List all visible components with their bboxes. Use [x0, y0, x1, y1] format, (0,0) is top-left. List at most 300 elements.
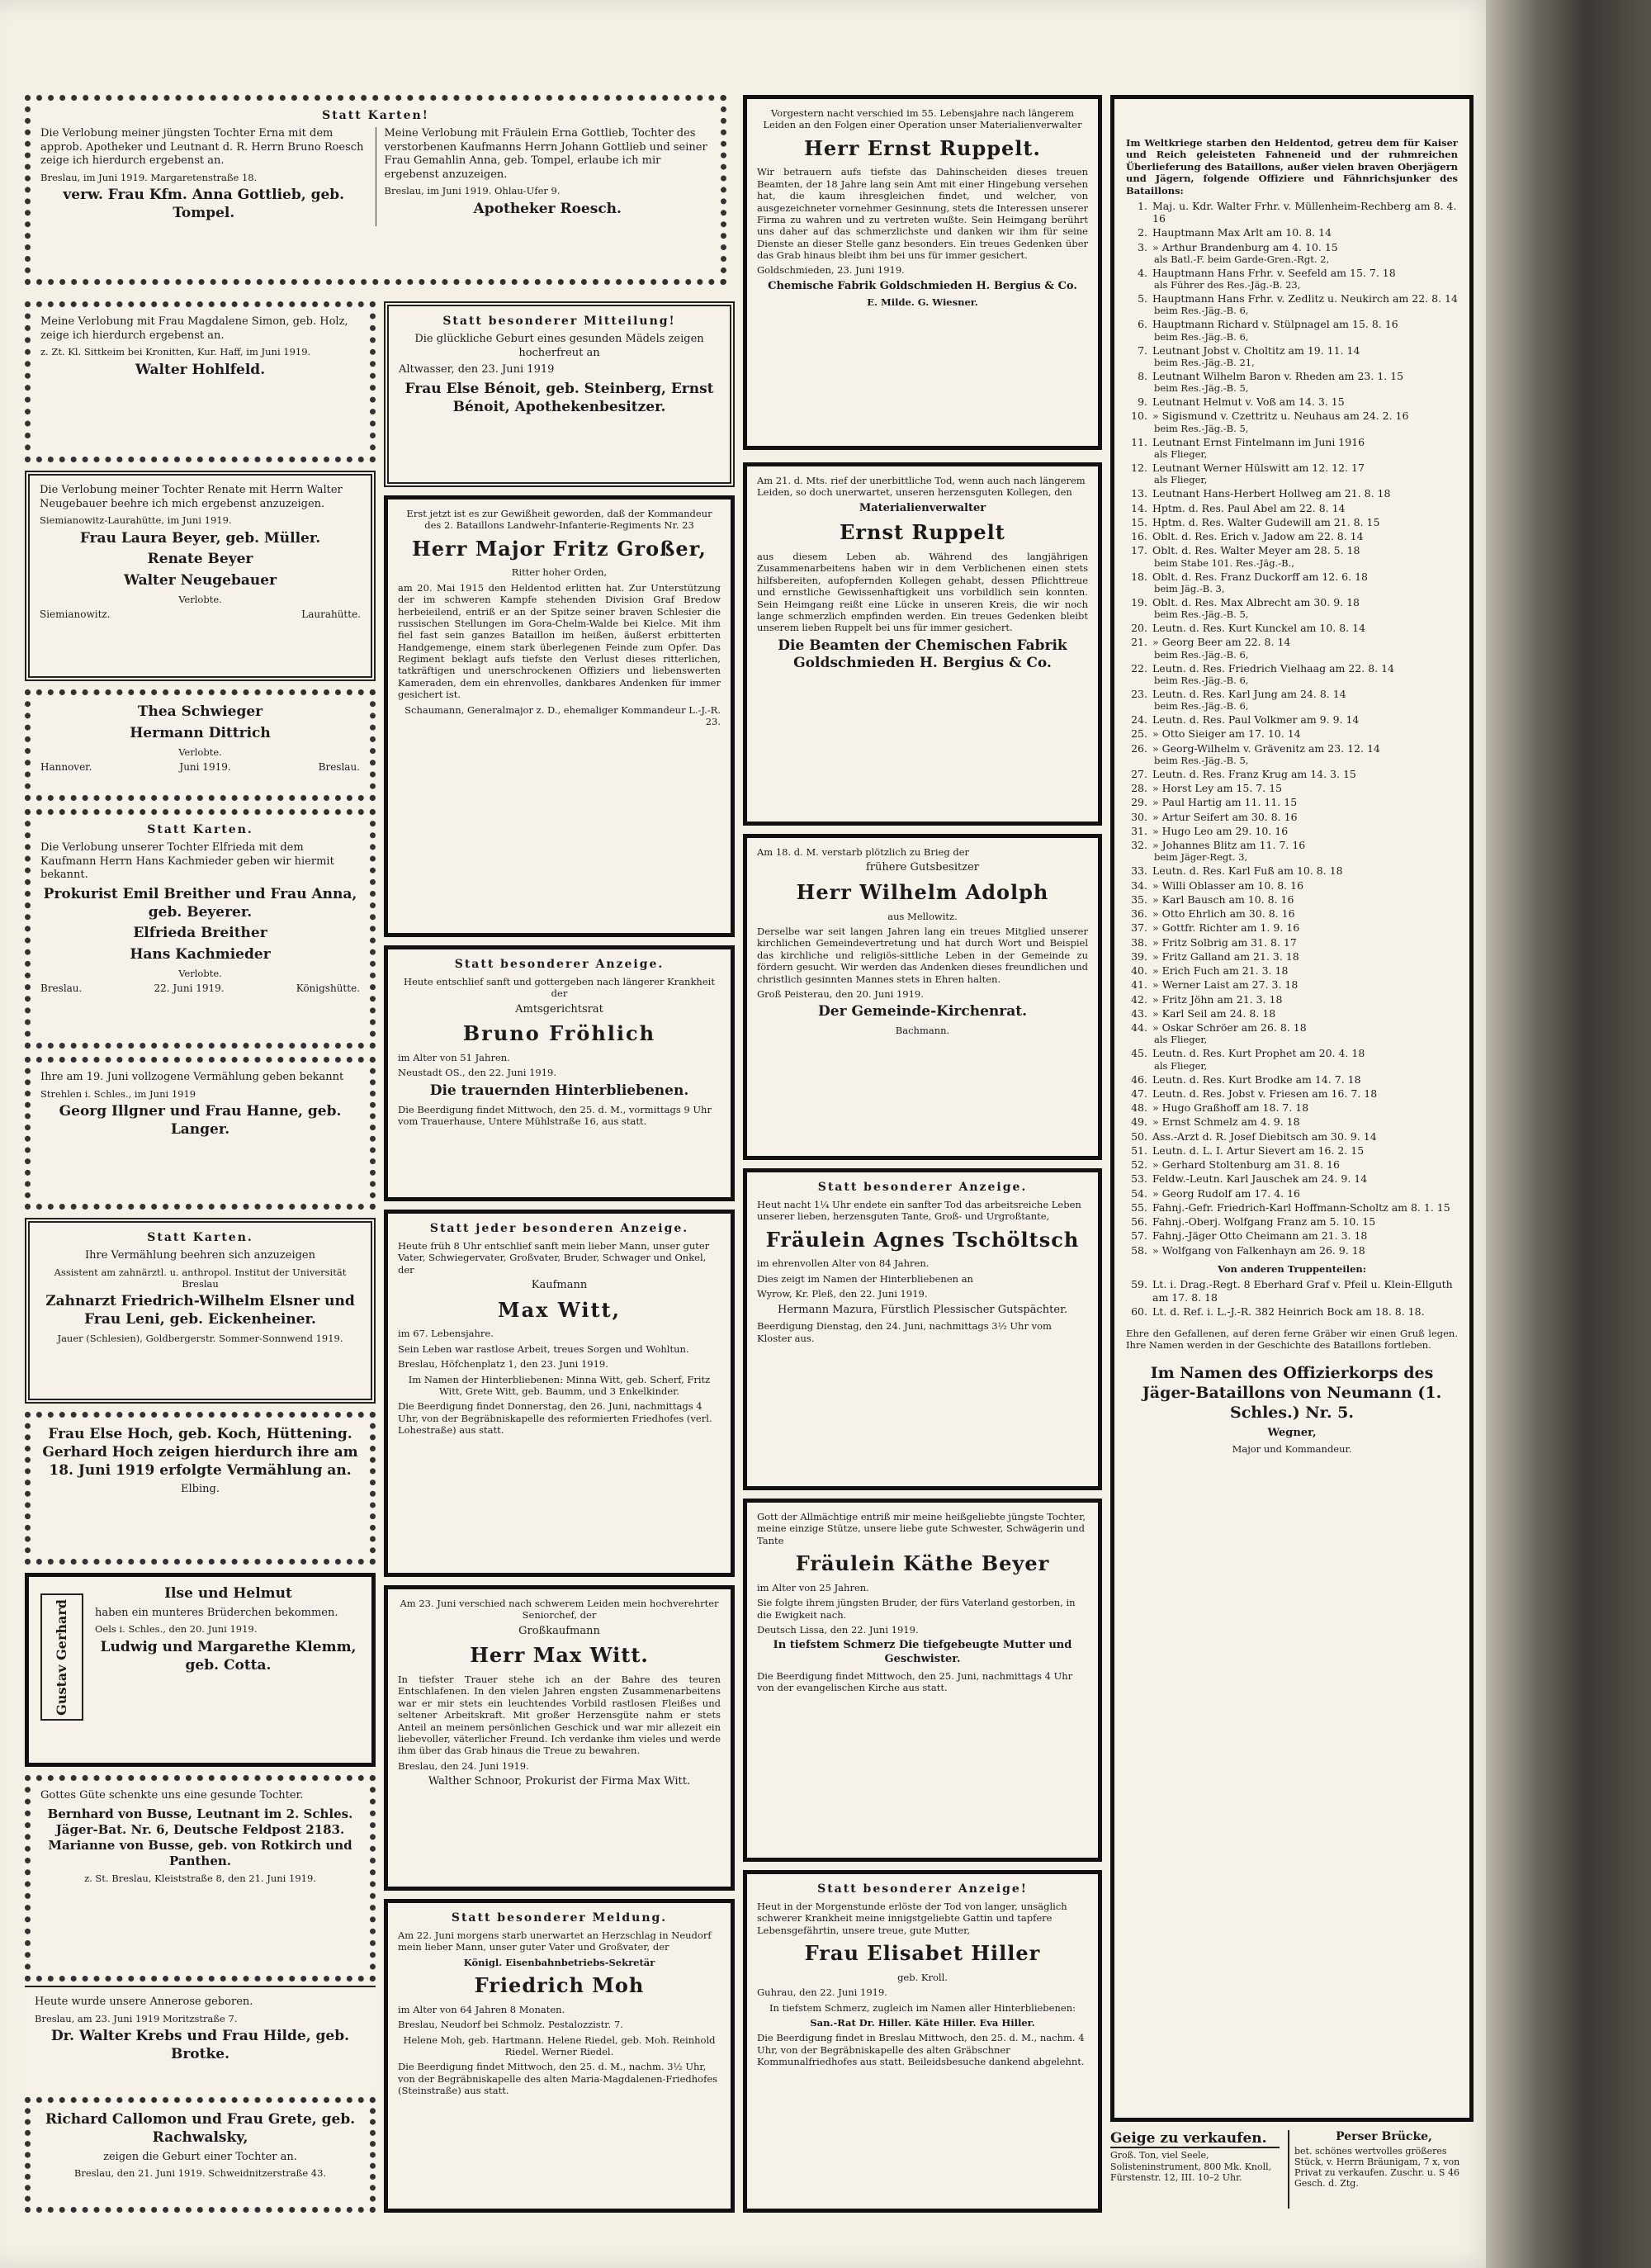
deceased-name: Friedrich Moh [474, 1973, 645, 1998]
entry-number: 59. [1131, 1278, 1147, 1291]
entry-text: Hauptmann Max Arlt am 10. 8. 14 [1152, 226, 1332, 239]
date: 22. Juni 1919. [154, 982, 225, 995]
entry-text: » Artur Seifert am 30. 8. 16 [1152, 810, 1298, 823]
ad-verkauf-geige [1110, 2130, 1280, 2209]
entry-number: 28. [1131, 782, 1147, 795]
entry-text: » Otto Ehrlich am 30. 8. 16 [1152, 907, 1295, 921]
entry-number: 15. [1131, 515, 1147, 528]
casualty-entry [1126, 864, 1458, 877]
ad-geburt-krebs [25, 1986, 376, 2093]
deceased-name: Fräulein Käthe Beyer [795, 1551, 1050, 1576]
entry-text: Leutn. d. Res. Friedrich Vielhaag am 22. 8. 14 [1152, 661, 1394, 675]
deceased-born: geb. Kroll. [897, 1971, 948, 1983]
entry-number: 23. [1131, 687, 1147, 700]
casualty-entry [1126, 1144, 1458, 1157]
ad-text: In tiefstem Schmerz, zugleich im Namen aller Hinterbliebenen: [769, 2001, 1076, 2014]
casualty-entry [1126, 571, 1458, 594]
ad-text: Ihre Vermählung beehren sich anzuzeigen [85, 1248, 315, 1262]
entry-number: 53. [1131, 1172, 1147, 1186]
casualty-entry [1126, 1244, 1458, 1257]
ad-place: z. Zt. Kl. Sittkeim bei Kronitten, Kur. Haff, im Juni 1919. [40, 346, 311, 358]
entry-text: Fahnj.-Jäger Otto Cheimann am 21. 3. 18 [1152, 1229, 1368, 1243]
entry-number: 58. [1131, 1243, 1147, 1257]
entry-text: » Georg-Wilhelm v. Grävenitz am 23. 12. 14 [1152, 741, 1380, 755]
entry-text: Ass.-Arzt d. R. Josef Diebitsch am 30. 9. 14 [1152, 1129, 1377, 1143]
entry-number: 52. [1131, 1158, 1147, 1172]
ad-nachruf-adolph [743, 834, 1102, 1160]
entry-number: 16. [1131, 530, 1147, 543]
ad-header: Statt jeder besonderen Anzeige. [429, 1222, 689, 1235]
entry-unit: beim Res.-Jäg.-B. 21, [1154, 356, 1255, 368]
location-left: Siemianowitz. [40, 608, 111, 621]
ad-place: z. St. Breslau, Kleiststraße 8, den 21. Juni 1919. [84, 1873, 316, 1885]
entry-number: 14. [1131, 501, 1147, 514]
casualty-entry [1126, 487, 1458, 500]
entry-text: Fahnj.-Gefr. Friedrich-Karl Hoffmann-Scholtz am 8. 1. 15 [1152, 1200, 1450, 1214]
casualty-entry [1126, 879, 1458, 892]
entry-text: Lt. i. Drag.-Regt. 8 Eberhard Graf v. Pfeil u. Klein-Ellguth am 17. 8. 18 [1152, 1278, 1453, 1304]
deceased-name: Herr Major Fritz Großer, [412, 536, 707, 561]
ad-verlobung-dittrich [25, 689, 376, 801]
entry-number: 25. [1131, 727, 1147, 741]
entry-number: 13. [1131, 487, 1147, 500]
ad-header: Statt besonderer Mitteilung! [442, 315, 676, 328]
casualty-entry [1126, 1115, 1458, 1128]
ad-text: aus diesem Leben ab. Während des langjährigen Zusammenarbeitens haben wir in dem Verblichenen einen stets hilfsbereiten, aufopfernden Kollegen gehabt, dessen Pflichttreue und ernstliche Gewissenhaftigkeit uns vorbildlich sein konnten. Sein Heimgang reißt eine Lücke in unseren Kreis, die wir noch lange schmerzlich empfinden werden. Ein treues Gedenken bleibt unserem lieben Ruppelt bei uns für immer gesichert. [757, 551, 1088, 634]
funeral-note: Die Beerdigung findet in Breslau Mittwoch, den 25. d. M., nachm. 4 Uhr, von der Begräbniskapelle des alten Gräbschner Kommunalfriedhofes aus statt. Beileidsbesuche dankend abgelehnt. [757, 2032, 1085, 2067]
ad-place: Wyrow, Kr. Pleß, den 22. Juni 1919. [757, 1288, 928, 1300]
casualty-entry [1126, 622, 1458, 634]
casualty-entry [1126, 516, 1458, 528]
sale-text: Groß. Ton, viel Seele, Solisteninstrument, 800 Mk. Knoll, Fürstenstr. 12, III. 10–2 Uhr. [1110, 2150, 1272, 2183]
casualty-entry [1126, 921, 1458, 934]
entry-text: Hptm. d. Res. Walter Gudewill am 21. 8. 15 [1152, 515, 1380, 528]
entry-number: 42. [1131, 992, 1147, 1006]
entry-text: » Johannes Blitz am 11. 7. 16 [1152, 839, 1306, 852]
casualty-entry [1126, 1201, 1458, 1214]
book-spine [1486, 0, 1651, 2268]
ad-header: Statt Karten! [322, 109, 429, 122]
casualty-entry [1126, 964, 1458, 977]
entry-text: Hauptmann Richard v. Stülpnagel am 15. 8. 16 [1152, 318, 1398, 331]
entry-text: Leutnant Wilhelm Baron v. Rheden am 23. 1. 15 [1152, 369, 1404, 382]
entry-number: 33. [1131, 864, 1147, 878]
sale-text: bet. schönes wertvolles größeres Stück, v. Herrn Bräunigam, 7 x, von Privat zu verkaufen. Zuschr. u. S 46 Gesch. d. Ztg. [1294, 2145, 1460, 2190]
ad-place: Elbing. [181, 1483, 220, 1496]
entry-number: 20. [1131, 622, 1147, 635]
location-left: Breslau. [40, 982, 83, 995]
ad-traueranzeige-hiller [743, 1870, 1102, 2213]
entry-text: » Paul Hartig am 11. 11. 15 [1152, 796, 1298, 809]
deceased-title: Amtsgerichtsrat [515, 1002, 603, 1016]
location-right: Laurahütte. [301, 608, 361, 621]
casualty-entry [1126, 936, 1458, 949]
ad-signature: Chemische Fabrik Goldschmieden H. Bergius & Co. [768, 279, 1077, 292]
date: Juni 1919. [179, 760, 231, 773]
casualty-entry [1126, 436, 1458, 460]
ad-header: Statt besonderer Anzeige. [817, 1181, 1028, 1194]
entry-number: 50. [1131, 1129, 1147, 1143]
deceased-name: Herr Wilhelm Adolph [796, 880, 1049, 904]
entry-number: 60. [1131, 1304, 1147, 1318]
entry-number: 54. [1131, 1186, 1147, 1200]
entry-number: 37. [1131, 921, 1147, 935]
entry-number: 24. [1131, 713, 1147, 727]
entry-unit: beim Res.-Jäg.-B. 6, [1154, 330, 1249, 343]
casualty-entry [1126, 1101, 1458, 1114]
entry-number: 8. [1138, 369, 1147, 382]
entry-unit: beim Res.-Jäg.-B. 6, [1154, 305, 1249, 317]
ad-place: Altwasser, den 23. Juni 1919 [399, 363, 555, 376]
entry-number: 43. [1131, 1006, 1147, 1020]
entry-number: 46. [1131, 1072, 1147, 1086]
entry-number: 17. [1131, 544, 1147, 557]
other-units-heading: Von anderen Truppenteilen: [1217, 1262, 1366, 1275]
deceased-name: Bruno Fröhlich [462, 1021, 656, 1046]
ad-place: Jauer (Schlesien), Goldbergerstr. Sommer-Sonnwend 1919. [57, 1332, 343, 1344]
casualty-entry [1126, 1229, 1458, 1242]
ad-text: Dies zeigt im Namen der Hinterbliebenen an [757, 1272, 973, 1285]
entry-text: » Fritz Galland am 21. 3. 18 [1152, 949, 1299, 963]
name-line: Renate Beyer [147, 551, 253, 568]
ad-place: Oels i. Schles., den 20. Juni 1919. [95, 1623, 258, 1636]
ad-place: Breslau, im Juni 1919. Ohlau-Ufer 9. [384, 185, 561, 197]
entry-text: Fahnj.-Oberj. Wolfgang Franz am 5. 10. 15 [1152, 1215, 1376, 1229]
ad-intro: Am 18. d. M. verstarb plötzlich zu Brieg der [757, 846, 969, 858]
casualty-entry [1126, 1278, 1458, 1304]
name-line: Walter Neugebauer [123, 572, 277, 589]
ad-place: Goldschmieden, 23. Juni 1919. [757, 264, 905, 277]
deceased-age: im Alter von 51 Jahren. [398, 1052, 510, 1063]
casualty-entry [1126, 1305, 1458, 1318]
verlobte-label: Verlobte. [178, 746, 222, 758]
deceased-name: Herr Ernst Ruppelt. [804, 135, 1041, 160]
entry-text: » Ernst Schmelz am 4. 9. 18 [1152, 1115, 1300, 1129]
entry-number: 36. [1131, 907, 1147, 921]
ad-signature: Hermann Mazura, Fürstlich Plessischer Gutspächter. [778, 1303, 1067, 1316]
casualty-entry [1126, 796, 1458, 808]
entry-text: Oblt. d. Res. Walter Meyer am 28. 5. 18 [1152, 544, 1360, 557]
ad-text: Sie folgte ihrem jüngsten Bruder, der fürs Vaterland gestorben, in die Ewigkeit nach. [757, 1597, 1076, 1621]
ad-text: zeigen die Geburt einer Tochter an. [103, 2150, 297, 2163]
entry-number: 34. [1131, 878, 1147, 892]
ad-intro: Am 21. d. Mts. rief der unerbittliche Tod, wenn auch nach längerem Leiden, so doch unerwartet, unseren herzensguten Kollegen, den [757, 475, 1086, 499]
ad-intro: Vorgestern nacht verschied im 55. Lebensjahre nach längerem Leiden an den Folgen einer Operation unser Materialienverwalter [763, 107, 1082, 131]
ad-geburt-callomon [25, 2097, 376, 2213]
entry-number: 2. [1138, 226, 1147, 239]
casualty-entry [1126, 636, 1458, 660]
ad-place: Strehlen i. Schles., im Juni 1919 [40, 1087, 196, 1100]
ad-text: Die Verlobung meiner Tochter Renate mit Herrn Walter Neugebauer beehre ich mich ergebenst anzuzeigen. [40, 484, 343, 510]
ad-signature: Apotheker Roesch. [473, 200, 622, 217]
entry-number: 48. [1131, 1101, 1147, 1115]
entry-unit: beim Jäg.-B. 3, [1154, 582, 1225, 594]
entry-unit: beim Res.-Jäg.-B. 5, [1154, 754, 1249, 766]
ad-signature: Dr. Walter Krebs und Frau Hilde, geb. Brotke. [50, 2028, 350, 2062]
casualty-entry [1126, 200, 1458, 225]
ad-text: Frau Else Hoch, geb. Koch, Hüttening. Gerhard Hoch zeigen hierdurch ihre am 18. Juni 1919 erfolgte Vermählung an. [42, 1426, 358, 1479]
entry-unit: beim Res.-Jäg.-B. 5, [1154, 422, 1249, 434]
entry-text: Oblt. d. Res. Erich v. Jadow am 22. 8. 14 [1152, 530, 1364, 543]
entry-text: » Sigismund v. Czettritz u. Neuhaus am 24. 2. 16 [1152, 410, 1409, 423]
casualty-entry [1126, 1087, 1458, 1100]
ad-signature: verw. Frau Kfm. Anna Gottlieb, geb. Tompel. [63, 187, 345, 221]
entry-number: 19. [1131, 595, 1147, 608]
casualty-entry [1126, 1021, 1458, 1045]
location-left: Hannover. [40, 760, 92, 773]
ad-signature: Die trauernden Hinterbliebenen. [429, 1082, 689, 1099]
ad-header: Statt besonderer Meldung. [451, 1911, 668, 1925]
casualty-entry [1126, 544, 1458, 568]
entry-number: 30. [1131, 810, 1147, 823]
ad-signature-rank: Major und Kommandeur. [1232, 1443, 1352, 1456]
ad-traueranzeige-froehlich [384, 945, 735, 1201]
casualty-entry [1126, 839, 1458, 863]
ad-signature: Frau Laura Beyer, geb. Müller. [79, 529, 321, 547]
entry-unit: als Flieger, [1154, 447, 1208, 460]
casualty-entry [1126, 530, 1458, 542]
name-line: Elfrieda Breither [133, 925, 267, 942]
ad-verlobung-hohlfeld [25, 301, 376, 462]
casualty-entry [1126, 241, 1458, 265]
name-line: Hermann Dittrich [130, 724, 271, 741]
entry-text: Leutn. d. Res. Kurt Kunckel am 10. 8. 14 [1152, 622, 1366, 635]
ad-signature: Bernhard von Busse, Leutnant im 2. Schles. Jäger-Bat. Nr. 6, Deutsche Feldpost 2183. Marianne von Busse, geb. von Rotkirch und Panthen. [47, 1806, 353, 1869]
entry-text: Leutn. d. Res. Jobst v. Friesen am 16. 7. 18 [1152, 1087, 1378, 1100]
funeral-note: Die Beerdigung findet Mittwoch, den 25. d. M., nachm. 3½ Uhr, von der Begräbniskapelle des alten Maria-Magdalenen-Friedhofes (Steinstraße) aus statt. [398, 2061, 718, 2096]
casualty-entry [1126, 1158, 1458, 1171]
ad-intro: Heut in der Morgenstunde erlöste der Tod von langer, unsäglich schwerer Krankheit meine innigstgeliebte Gattin und tapfere Lebensgefährtin, unsere treue, gute Mutter, [757, 1900, 1067, 1936]
ad-text: Die Verlobung unserer Tochter Elfrieda mit dem Kaufmann Herrn Hans Kachmieder geben wir hiermit bekannt. [40, 840, 334, 882]
ad-signature: Schaumann, Generalmajor z. D., ehemaliger Kommandeur L.-J.-R. 23. [404, 703, 721, 727]
casualty-entry [1126, 1130, 1458, 1143]
entry-text: Oblt. d. Res. Max Albrecht am 30. 9. 18 [1152, 595, 1360, 608]
entry-number: 39. [1131, 949, 1147, 963]
entry-number: 40. [1131, 964, 1147, 978]
ad-geburt-klemm [25, 1573, 376, 1767]
deceased-rank: Ritter hoher Orden, [511, 566, 608, 579]
entry-number: 3. [1138, 240, 1147, 253]
location-right: Königshütte. [296, 982, 360, 995]
entry-text: Feldw.-Leutn. Karl Jauschek am 24. 9. 14 [1152, 1172, 1368, 1186]
entry-text: Leutn. d. L. I. Artur Sievert am 16. 2. 15 [1152, 1143, 1365, 1157]
ad-signature-title: Im Namen des Offizierkorps des Jäger-Bataillons von Neumann (1. Schles.) Nr. 5. [1142, 1363, 1442, 1423]
ad-place: Groß Peisterau, den 20. Juni 1919. [757, 987, 924, 1000]
entry-number: 32. [1131, 839, 1147, 852]
entry-text: Leutnant Helmut v. Voß am 14. 3. 15 [1152, 395, 1345, 409]
entry-number: 18. [1131, 570, 1147, 583]
ad-signature-name: Wegner, [1267, 1426, 1317, 1439]
entry-text: Maj. u. Kdr. Walter Frhr. v. Müllenheim-Rechberg am 8. 4. 16 [1152, 199, 1457, 225]
entry-number: 6. [1138, 318, 1147, 331]
entry-text: » Erich Fuch am 21. 3. 18 [1152, 964, 1289, 978]
casualty-entry [1126, 226, 1458, 239]
ad-place: Breslau, am 23. Juni 1919 Moritzstraße 7. [35, 2012, 238, 2024]
entry-text: » Willi Oblasser am 10. 8. 16 [1152, 878, 1304, 892]
casualty-entry [1126, 893, 1458, 906]
ad-nachruf-witt-firma [384, 1585, 735, 1891]
ad-place: Neustadt OS., den 22. Juni 1919. [398, 1067, 557, 1079]
entry-number: 21. [1131, 636, 1147, 649]
casualty-entry [1126, 1073, 1458, 1086]
entry-text: Leutn. d. Res. Franz Krug am 14. 3. 15 [1152, 767, 1356, 780]
casualty-entry [1126, 782, 1458, 794]
entry-text: » Hugo Leo am 29. 10. 16 [1152, 824, 1289, 837]
casualty-entry [1126, 907, 1458, 920]
casualty-entry [1126, 318, 1458, 342]
entry-text: » Otto Sieiger am 17. 10. 14 [1152, 727, 1301, 741]
entry-text: » Wolfgang von Falkenhayn am 26. 9. 18 [1152, 1243, 1365, 1257]
ad-signature: Richard Callomon und Frau Grete, geb. Rachwalsky, [45, 2111, 356, 2146]
entry-text: » Karl Bausch am 10. 8. 16 [1152, 893, 1294, 906]
entry-unit: beim Stabe 101. Res.-Jäg.-B., [1154, 556, 1294, 569]
deceased-title: Materialienverwalter [859, 501, 986, 514]
ad-signature: Frau Else Bénoit, geb. Steinberg, Ernst Bénoit, Apothekenbesitzer. [404, 380, 714, 415]
deceased-age: im Alter von 64 Jahren 8 Monaten. [398, 2003, 565, 2015]
ad-signature: San.-Rat Dr. Hiller. Käte Hiller. Eva Hiller. [810, 2016, 1035, 2029]
deceased-name: Fräulein Agnes Tschöltsch [765, 1227, 1080, 1252]
ad-intro: Heute entschlief sanft und gottergeben nach längerer Krankheit der [404, 975, 715, 1000]
funeral-note: Die Beerdigung findet Donnerstag, den 26. Juni, nachmittags 4 Uhr, von der Begräbniskapelle des reformierten Friedhofes (verl. Lohestraße) aus statt. [398, 1400, 712, 1436]
deceased-title: Königl. Eisenbahnbetriebs-Sekretär [463, 1956, 655, 1968]
entry-unit: beim Res.-Jäg.-B. 6, [1154, 674, 1249, 686]
entry-text: » Werner Laist am 27. 3. 18 [1152, 978, 1299, 992]
entry-number: 7. [1138, 343, 1147, 357]
ad-intro: Heute früh 8 Uhr entschlief sanft mein lieber Mann, unser guter Vater, Schwiegervater, Großvater, Bruder, Schwager und Onkel, der [398, 1239, 710, 1276]
casualty-entry [1126, 1047, 1458, 1071]
casualty-entry [1126, 742, 1458, 766]
ad-subtext: Assistent am zahnärztl. u. anthropol. Institut der Universität Breslau [54, 1266, 347, 1290]
ad-text: am 20. Mai 1915 den Heldentod erlitten hat. Zur Unterstützung der im schweren Kampfe stehenden Division Graf Bredow herbeieilend, entriß er an der Spitze seiner braven Schlesier die russischen Stellungen im Gora-Chelm-Walde bei Kielce. Mit ihm fiel fast sein ganzes Bataillon im heißen, äußerst erbitterten Handgemenge, einem stark überlegenen Feinde zum Opfer. Das Regiment beklagt aufs tiefste den Verlust dieses ritterlichen, tatkräftigen und unerschrockenen Offiziers und liebenswerten Kameraden, dem ein ehrenvolles, dankbares Andenken für immer gesichert ist. [398, 581, 721, 701]
casualty-list [1126, 200, 1458, 1257]
casualty-entry [1126, 395, 1458, 408]
ad-place: Breslau, den 24. Juni 1919. [398, 1759, 529, 1772]
ad-signature: Walter Hohlfeld. [135, 361, 266, 378]
casualty-entry [1126, 596, 1458, 620]
entry-text: Lt. d. Ref. i. L.-J.-R. 382 Heinrich Bock am 18. 8. 18. [1152, 1304, 1425, 1318]
ad-title: Ilse und Helmut [164, 1585, 292, 1602]
casualty-entry [1126, 344, 1458, 368]
deceased-name: Max Witt, [498, 1297, 621, 1322]
entry-number: 44. [1131, 1021, 1147, 1035]
ad-nachruf-ruppelt-kollegen [743, 462, 1102, 826]
ad-intro: Am 22. Juni morgens starb unerwartet an Herzschlag in Neudorf mein lieber Mann, unser guter Vater und Großvater, der [398, 1929, 712, 1953]
casualty-entry [1126, 1007, 1458, 1020]
casualty-entry [1126, 267, 1458, 291]
entry-unit: als Batl.-F. beim Garde-Gren.-Rgt. 2, [1154, 253, 1330, 265]
entry-number: 4. [1138, 266, 1147, 279]
ad-signature: Ludwig und Margarethe Klemm, geb. Cotta. [100, 1638, 357, 1674]
verlobte-label: Verlobte. [178, 593, 222, 605]
entry-text: » Karl Seil am 24. 8. 18 [1152, 1006, 1276, 1020]
casualty-list-other-units [1126, 1278, 1458, 1318]
ad-text: Heute wurde unsere Annerose geboren. [35, 1996, 253, 2008]
ad-signature: Helene Moh, geb. Hartmann. Helene Riedel, geb. Moh. Reinhold Riedel. Werner Riedel. [403, 2034, 716, 2057]
entry-number: 9. [1138, 395, 1147, 409]
entry-text: Hptm. d. Res. Paul Abel am 22. 8. 14 [1152, 501, 1346, 514]
ad-header: Statt besonderer Anzeige! [817, 1882, 1028, 1896]
deceased-title: Kaufmann [531, 1279, 588, 1292]
entry-number: 10. [1131, 410, 1147, 423]
entry-text: Leutn. d. Res. Paul Volkmer am 9. 9. 14 [1152, 713, 1360, 727]
ad-geburt-busse [25, 1775, 376, 1982]
entry-number: 27. [1131, 767, 1147, 780]
ad-traueranzeige-witt [384, 1210, 735, 1577]
ad-vermaehlung-illgner [25, 1057, 376, 1210]
ad-nachruf-grosser [384, 495, 735, 937]
deceased-origin: aus Mellowitz. [887, 910, 958, 922]
casualty-entry [1126, 410, 1458, 433]
entry-text: » Horst Ley am 15. 7. 15 [1152, 782, 1283, 795]
entry-unit: als Flieger, [1154, 1034, 1208, 1046]
deceased-age: im ehrenvollen Alter von 84 Jahren. [757, 1257, 930, 1270]
casualty-entry [1126, 811, 1458, 823]
ad-place: Guhrau, den 22. Juni 1919. [757, 1986, 887, 1999]
ad-vermaehlung-hoch [25, 1412, 376, 1565]
deceased-name: Frau Elisabet Hiller [804, 1941, 1041, 1966]
ad-signature-names: E. Milde. G. Wiesner. [867, 296, 978, 309]
entry-text: » Fritz Jöhn am 21. 3. 18 [1152, 992, 1283, 1006]
entry-unit: beim Jäger-Regt. 3, [1154, 851, 1248, 864]
casualty-entry [1126, 502, 1458, 514]
entry-text: Leutn. d. Res. Kurt Brodke am 14. 7. 18 [1152, 1072, 1361, 1086]
entry-unit: beim Res.-Jäg.-B. 5, [1154, 382, 1249, 395]
entry-text: Leutn. d. Res. Karl Jung am 24. 8. 14 [1152, 687, 1346, 700]
casualty-entry [1126, 1187, 1458, 1200]
ad-vermaehlung-elsner [25, 1218, 376, 1404]
ad-traueranzeige-tschoeltsch [743, 1168, 1102, 1490]
entry-text: Leutn. d. Res. Kurt Prophet am 20. 4. 18 [1152, 1047, 1365, 1060]
ad-intro: Im Weltkriege starben den Heldentod, getreu dem für Kaiser und Reich geleisteten Fahneneid und der ruhmreichen Überlieferung des Bataillons, außer vielen braven Oberjägern und Jägern, folgende Offiziere und Fähnrichsjunker des Bataillons: [1126, 137, 1458, 196]
funeral-note: Die Beerdigung findet Mittwoch, den 25. Juni, nachmittags 4 Uhr von der evangelischen Kirche aus statt. [757, 1669, 1073, 1693]
deceased-name: Herr Max Witt. [470, 1643, 649, 1668]
entry-number: 26. [1131, 741, 1147, 755]
entry-number: 57. [1131, 1229, 1147, 1243]
ad-text: Ihre am 19. Juni vollzogene Vermählung geben bekannt [40, 1071, 344, 1083]
entry-text: » Hugo Graßhoff am 18. 7. 18 [1152, 1101, 1309, 1115]
entry-text: Leutnant Werner Hülswitt am 12. 12. 17 [1152, 462, 1365, 474]
entry-text: Leutnant Hans-Herbert Hollweg am 21. 8. 18 [1152, 487, 1391, 500]
ad-signature: Georg Illgner und Frau Hanne, geb. Langer. [59, 1103, 342, 1138]
ad-signature: Der Gemeinde-Kirchenrat. [818, 1003, 1027, 1020]
location-right: Breslau. [318, 760, 360, 773]
sale-title: Geige zu verkaufen. [1110, 2130, 1280, 2148]
entry-number: 51. [1131, 1143, 1147, 1157]
ad-signature: Prokurist Emil Breither und Frau Anna, geb. Beyerer. [43, 885, 357, 921]
deceased-name: Ernst Ruppelt [840, 520, 1005, 545]
ad-intro: Am 23. Juni verschied nach schwerem Leiden mein hochverehrter Seniorchef, der [400, 1598, 719, 1622]
entry-number: 45. [1131, 1047, 1147, 1060]
casualty-entry [1126, 1172, 1458, 1185]
casualty-entry [1126, 688, 1458, 712]
verlobte-label: Verlobte. [178, 967, 222, 979]
ad-verlobung-beyer [25, 471, 376, 681]
ad-signature: Die Beamten der Chemischen Fabrik Goldschmieden H. Bergius & Co. [778, 637, 1067, 672]
entry-number: 35. [1131, 893, 1147, 906]
entry-text: » Georg Beer am 22. 8. 14 [1152, 636, 1291, 649]
ad-intro: Gott der Allmächtige entriß mir meine heißgeliebte jüngste Tochter, meine einzige Stütze, unsere liebe gute Schwester, Schwägerin und Tante [757, 1511, 1086, 1546]
ad-text: Meine Verlobung mit Fräulein Erna Gottlieb, Tochter des verstorbenen Kaufmanns Herrn Johann Gottlieb und seiner Frau Gemahlin Anna, geb. Tompel, erlaube ich mir ergebenst anzuzeigen. [384, 126, 707, 181]
ad-geburt-benoit [384, 301, 735, 487]
ad-place: Breslau, Neudorf bei Schmolz. Pestalozzistr. 7. [398, 2019, 623, 2031]
casualty-entry [1126, 1215, 1458, 1228]
casualty-entry [1126, 662, 1458, 686]
ad-traueranzeige-moh [384, 1899, 735, 2213]
entry-number: 38. [1131, 935, 1147, 949]
ad-signature: Walther Schnoor, Prokurist der Firma Max Witt. [428, 1775, 691, 1788]
entry-number: 56. [1131, 1215, 1147, 1229]
entry-unit: beim Res.-Jäg.-B. 6, [1154, 648, 1249, 661]
